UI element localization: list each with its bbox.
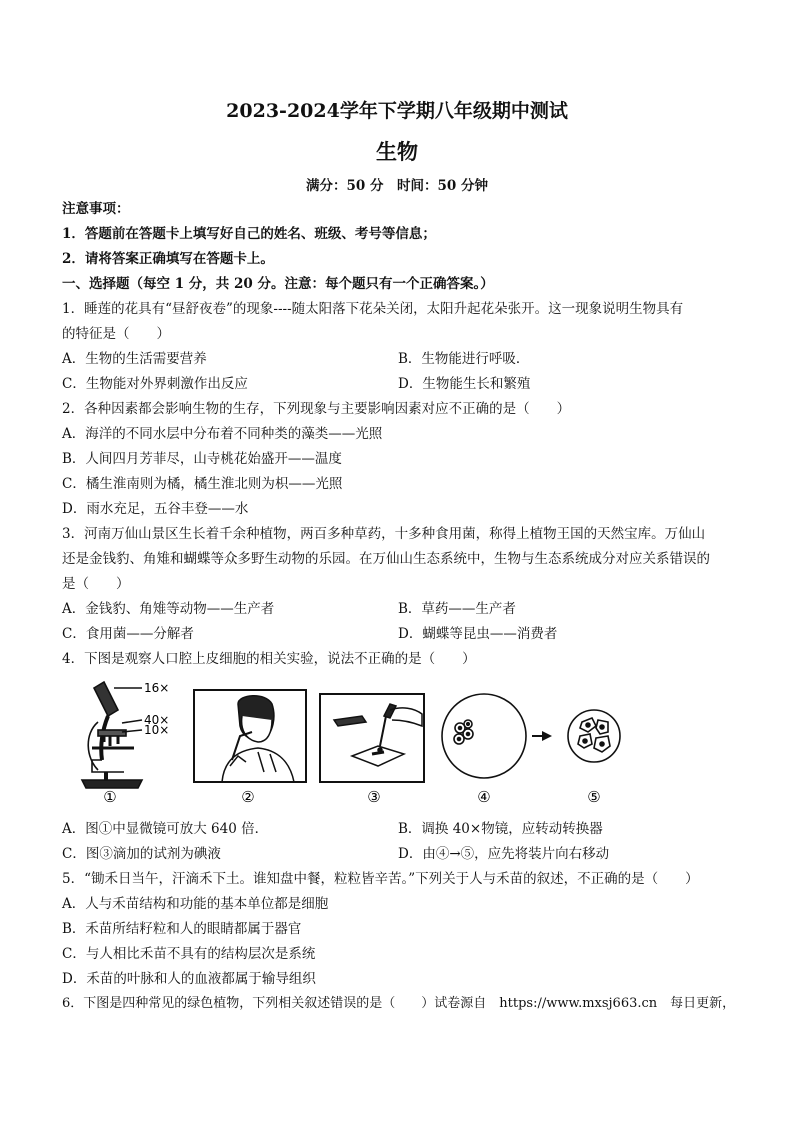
- q2-option-d: D．雨水充足，五谷丰登——水: [62, 501, 249, 517]
- view-field-5: [568, 710, 620, 762]
- q3-option-d: D．蝴蝶等昆虫——消费者: [398, 626, 558, 642]
- ocular-label: 16×: [144, 681, 170, 695]
- q6-stem: 6．下图是四种常见的绿色植物，下列相关叙述错误的是（ ）试卷源自 https://www.mxsj663.cn 每日更新，: [62, 996, 736, 1011]
- exam-title: 2023-2024学年下学期八年级期中测试: [226, 100, 568, 122]
- notes-item-1: 1．答题前在答题卡上填写好自己的姓名、班级、考号等信息；: [62, 226, 436, 242]
- notes-heading: 注意事项：: [62, 201, 130, 217]
- q5-stem: 5．“锄禾日当午，汗滴禾下土。谁知盘中餐，粒粒皆辛苦。”下列关于人与禾苗的叙述，不正确的是（ ）: [62, 871, 699, 887]
- q3-stem-line1: 3．河南万仙山景区生长着千余种植物，两百多种草药，十多种食用菌，称得上植物王国的天然宝库。万仙山: [62, 526, 706, 542]
- q1-stem-line2: 的特征是（ ）: [62, 326, 170, 342]
- objective-40-label: 40×: [144, 713, 170, 727]
- q3-option-b: B．草药——生产者: [398, 601, 516, 617]
- dropper-slide-drawing: [320, 694, 424, 782]
- q1-stem-line1: 1．睡莲的花具有“昼舒夜卷”的现象----随太阳落下花朵关闭，太阳升起花朵张开。这一现象说明生物具有: [62, 301, 684, 317]
- view-field-4: [442, 694, 526, 778]
- q3-option-c: C．食用菌——分解者: [62, 626, 194, 642]
- q4-option-b: B．调换 40×物镜，应转动转换器: [398, 821, 603, 837]
- q4-option-d: D．由④→⑤，应先将装片向右移动: [398, 846, 610, 862]
- q5-option-c: C．与人相比禾苗不具有的结构层次是系统: [62, 946, 316, 962]
- panel-1-number: ①: [103, 788, 117, 806]
- cheek-scraping-drawing: [194, 690, 306, 782]
- panel-4-number: ④: [477, 788, 491, 806]
- q1-option-a: A．生物的生活需要营养: [62, 351, 207, 367]
- q5-option-d: D．禾苗的叶脉和人的血液都属于输导组织: [62, 971, 316, 987]
- q3-option-a: A．金钱豹、角雉等动物——生产者: [62, 601, 275, 617]
- notes-item-2: 2．请将答案正确填写在答题卡上。: [62, 251, 274, 267]
- q4-option-c: C．图③滴加的试剂为碘液: [62, 846, 221, 862]
- subject-title: 生物: [376, 139, 418, 164]
- panel-3-number: ③: [367, 788, 381, 806]
- q2-option-a: A．海洋的不同水层中分布着不同种类的藻类——光照: [62, 426, 383, 442]
- q5-option-a: A．人与禾苗结构和功能的基本单位都是细胞: [62, 896, 329, 912]
- microscope-drawing: [82, 682, 142, 788]
- q1-option-c: C．生物能对外界刺激作出反应: [62, 376, 248, 392]
- q4-figure: [62, 676, 622, 806]
- q1-option-d: D．生物能生长和繁殖: [398, 376, 531, 392]
- objective-10-label: 10×: [144, 723, 170, 737]
- q3-stem-line2: 还是金钱豹、角雉和蝴蝶等众多野生动物的乐园。在万仙山生态系统中，生物与生态系统成分对应关系错误的: [62, 551, 710, 567]
- q2-stem: 2．各种因素都会影响生物的生存，下列现象与主要影响因素对应不正确的是（ ）: [62, 401, 571, 417]
- q2-option-c: C．橘生淮南则为橘，橘生淮北则为枳——光照: [62, 476, 343, 492]
- q4-option-a: A．图①中显微镜可放大 640 倍．: [62, 821, 269, 837]
- arrow-icon: [532, 731, 552, 741]
- q4-stem: 4．下图是观察人口腔上皮细胞的相关实验，说法不正确的是（ ）: [62, 651, 476, 667]
- section-heading: 一、选择题（每空 1 分，共 20 分。注意：每个题只有一个正确答案。）: [62, 276, 494, 292]
- q1-option-b: B．生物能进行呼吸．: [398, 351, 530, 367]
- q4-figure-svg: [62, 676, 622, 806]
- panel-5-number: ⑤: [587, 788, 601, 806]
- q3-stem-line3: 是（ ）: [62, 576, 130, 592]
- score-time: 满分：50 分 时间：50 分钟: [306, 178, 488, 194]
- q5-option-b: B．禾苗所结籽粒和人的眼睛都属于器官: [62, 921, 302, 937]
- q2-option-b: B．人间四月芳菲尽，山寺桃花始盛开——温度: [62, 451, 342, 467]
- panel-2-number: ②: [241, 788, 255, 806]
